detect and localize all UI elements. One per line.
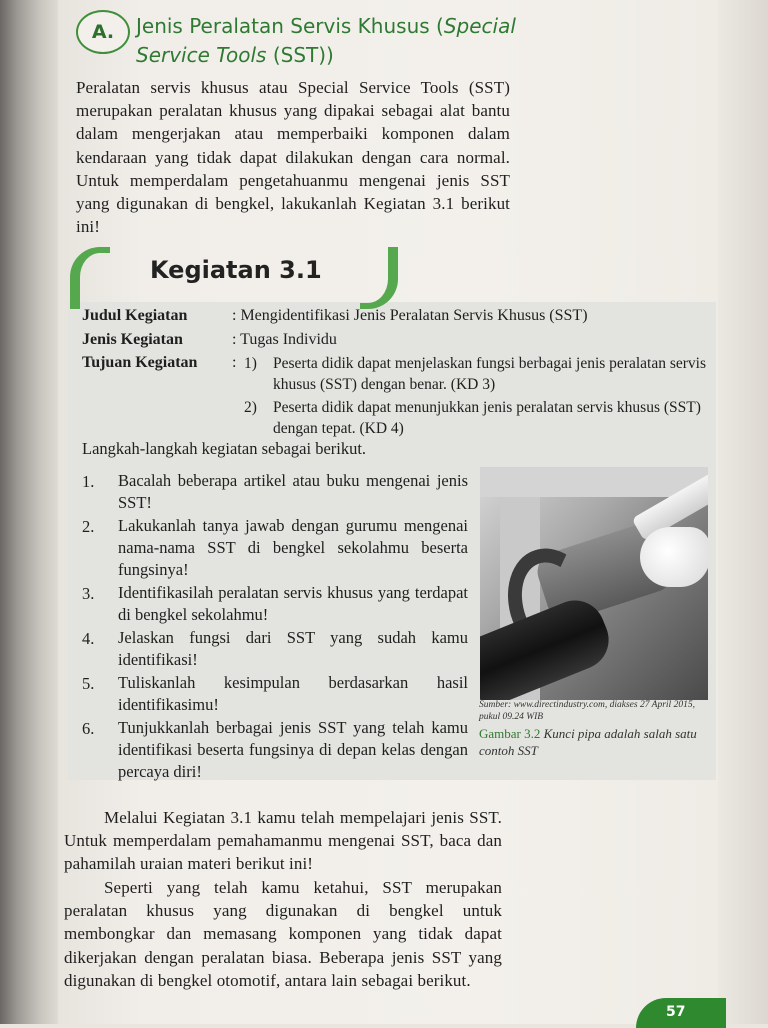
step-text: Bacalah beberapa artikel atau buku mengenai jenis SST!: [118, 471, 468, 512]
section-title-part1: Jenis Peralatan Servis Khusus (: [136, 14, 444, 38]
section-badge: A.: [76, 10, 130, 54]
steps-intro: Langkah-langkah kegiatan sebagai berikut.: [82, 439, 367, 458]
glove: [640, 527, 708, 587]
goal-text: Peserta didik dapat menunjukkan jenis peralatan servis khusus (SST) dengan tepat. (KD 4): [273, 399, 701, 437]
step-number: 1.: [82, 472, 95, 491]
tujuan-colon: :: [232, 354, 237, 371]
step-text: Tuliskanlah kesimpulan berdasarkan hasil identifikasimu!: [118, 673, 468, 714]
section-title-part2: (SST)): [266, 43, 334, 67]
goal-text: Peserta didik dapat menjelaskan fungsi berbagai jenis peralatan servis khusus (SST) dengan benar. (KD 3): [273, 355, 706, 393]
tujuan-label: Tujuan Kegiatan: [82, 354, 198, 371]
judul-label: Judul Kegiatan: [82, 307, 188, 324]
pipe-wrench-photo: [480, 467, 708, 700]
caption-label: Gambar 3.2: [479, 726, 541, 741]
judul-value: : Mengidentifikasi Jenis Peralatan Servis Khusus (SST): [232, 307, 588, 324]
section-title-italic: Special Service Tools: [136, 14, 516, 67]
step-number: 6.: [82, 719, 95, 738]
book-spine-shadow: [0, 0, 58, 1024]
photo-background: [480, 467, 708, 497]
activity-title: Kegiatan 3.1: [150, 256, 322, 284]
jenis-value: : Tugas Individu: [232, 331, 337, 348]
photo-source: Sumber: www.directindustry.com, diakses 27 April 2015, pukul 09.24 WIB: [479, 700, 695, 722]
step-text: Lakukanlah tanya jawab dengan gurumu mengenai nama-nama SST di bengkel sekolahmu beserta fungsinya!: [118, 516, 468, 579]
intro-paragraph: Peralatan servis khusus atau Special Service Tools (SST) merupakan peralatan khusus yang dipakai sebagai alat bantu dalam mengerjakan atau memperbaiki komponen dalam kendaraan yang tidak dapat dilakukan dengan cara normal. Untuk memperdalam pengetahuanmu mengenai jenis SST yang digunakan di bengkel, lakukanlah Kegiatan 3.1 berikut ini!: [76, 78, 510, 237]
step-number: 4.: [82, 629, 95, 648]
page-edge: [718, 0, 768, 1024]
caption-text: Kunci pipa adalah salah satu contoh SST: [479, 726, 697, 758]
body-paragraph-2: Seperti yang telah kamu ketahui, SST merupakan peralatan khusus yang digunakan di bengkel untuk membongkar dan memasang komponen yang tidak dapat dikerjakan dengan peralatan biasa. Beberapa jenis SST yang digunakan di bengkel otomotif, antara lain sebagai berikut.: [64, 878, 502, 990]
goal-num: 1): [244, 355, 257, 372]
jenis-label: Jenis Kegiatan: [82, 331, 183, 348]
goal-num: 2): [244, 399, 257, 416]
step-text: Identifikasilah peralatan servis khusus yang terdapat di bengkel sekolahmu!: [118, 583, 468, 624]
step-text: Tunjukkanlah berbagai jenis SST yang telah kamu identifikasi beserta fungsinya di depan kelas dengan percaya diri!: [118, 718, 468, 781]
section-title: [136, 12, 536, 70]
photo-caption: [479, 725, 719, 759]
step-text: Jelaskan fungsi dari SST yang sudah kamu identifikasi!: [118, 628, 468, 669]
step-number: 2.: [82, 517, 95, 536]
page-number: 57: [636, 998, 726, 1028]
body-paragraph-1: Melalui Kegiatan 3.1 kamu telah mempelajari jenis SST. Untuk memperdalam pemahamanmu mengenai SST, baca dan pahamilah uraian materi berikut ini!: [64, 808, 502, 874]
step-number: 3.: [82, 584, 95, 603]
step-number: 5.: [82, 674, 95, 693]
